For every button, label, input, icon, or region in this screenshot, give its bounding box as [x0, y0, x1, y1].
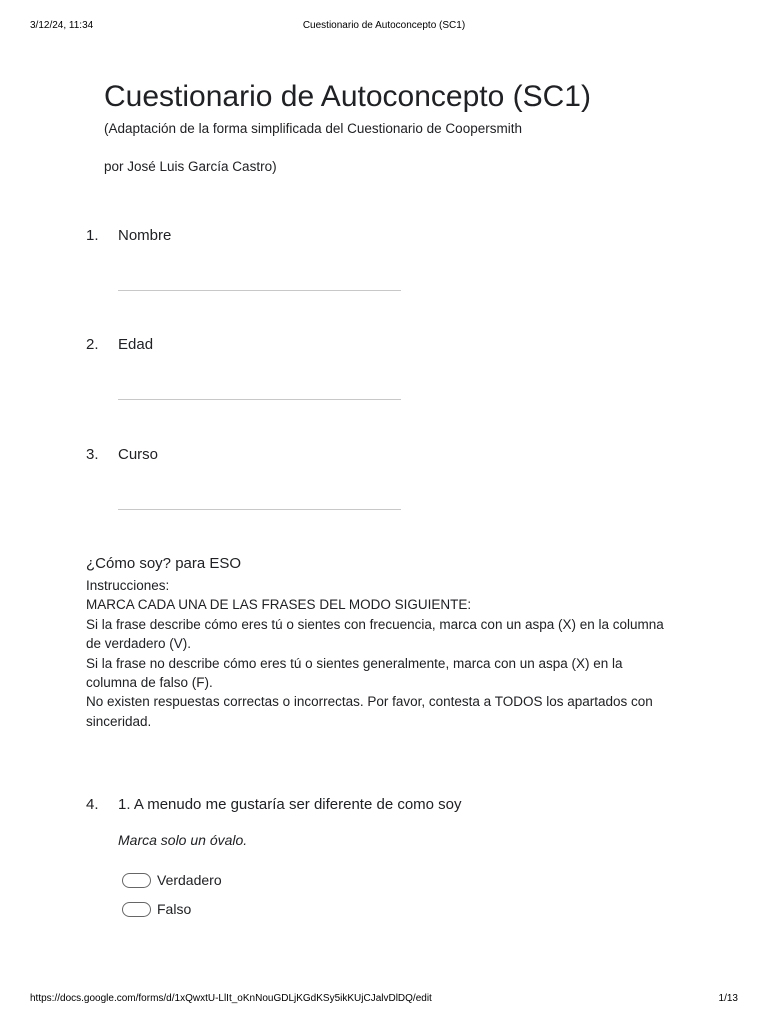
instruction-line: No existen respuestas correctas o incorrectas. Por favor, contesta a TODOS los apartados con	[86, 694, 653, 710]
question-1-title: Nombre	[118, 227, 172, 244]
question-4-number: 4.	[86, 796, 99, 813]
form-title: Cuestionario de Autoconcepto (SC1)	[104, 80, 591, 113]
instruction-line: Si la frase no describe cómo eres tú o sientes generalmente, marca con un aspa (X) en la	[86, 655, 623, 671]
option-label: Verdadero	[157, 872, 222, 888]
option-falso[interactable]	[122, 900, 191, 918]
section-instructions	[86, 576, 686, 731]
form-description-line-1: (Adaptación de la forma simplificada del Cuestionario de Coopersmith	[104, 121, 522, 136]
question-4-title: 1. A menudo me gustaría ser diferente de como soy	[118, 796, 462, 813]
question-1-number: 1.	[86, 227, 99, 244]
instruction-line: de verdadero (V).	[86, 636, 192, 652]
radio-oval-icon[interactable]	[122, 902, 151, 917]
option-verdadero[interactable]	[122, 871, 222, 889]
question-3-number: 3.	[86, 446, 99, 463]
instruction-line: Instrucciones:	[86, 578, 170, 593]
question-2-number: 2.	[86, 336, 99, 353]
question-1-answer-line[interactable]	[118, 290, 401, 291]
question-4-hint: Marca solo un óvalo.	[118, 832, 248, 848]
section-title: ¿Cómo soy? para ESO	[86, 555, 242, 572]
print-datetime: 3/12/24, 11:34	[30, 20, 94, 31]
instruction-line: sinceridad.	[86, 713, 152, 729]
instruction-line: MARCA CADA UNA DE LAS FRASES DEL MODO SIGUIENTE:	[86, 597, 472, 613]
form-description-line-2: por José Luis García Castro)	[104, 159, 277, 174]
instruction-line: columna de falso (F).	[86, 675, 213, 691]
radio-oval-icon[interactable]	[122, 873, 151, 888]
print-doc-title: Cuestionario de Autoconcepto (SC1)	[302, 20, 466, 31]
instruction-line: Si la frase describe cómo eres tú o sientes con frecuencia, marca con un aspa (X) en la columna	[86, 616, 664, 632]
question-2-answer-line[interactable]	[118, 399, 401, 400]
print-page-number: 1/13	[718, 993, 738, 1004]
question-3-answer-line[interactable]	[118, 509, 401, 510]
option-label: Falso	[157, 901, 192, 917]
question-3-title: Curso	[118, 446, 159, 463]
print-url: https://docs.google.com/forms/d/1xQwxtU-LlIt_oKnNouGDLjKGdKSy5ikKUjCJalvDlDQ/edit	[30, 993, 432, 1004]
question-2-title: Edad	[118, 336, 154, 353]
